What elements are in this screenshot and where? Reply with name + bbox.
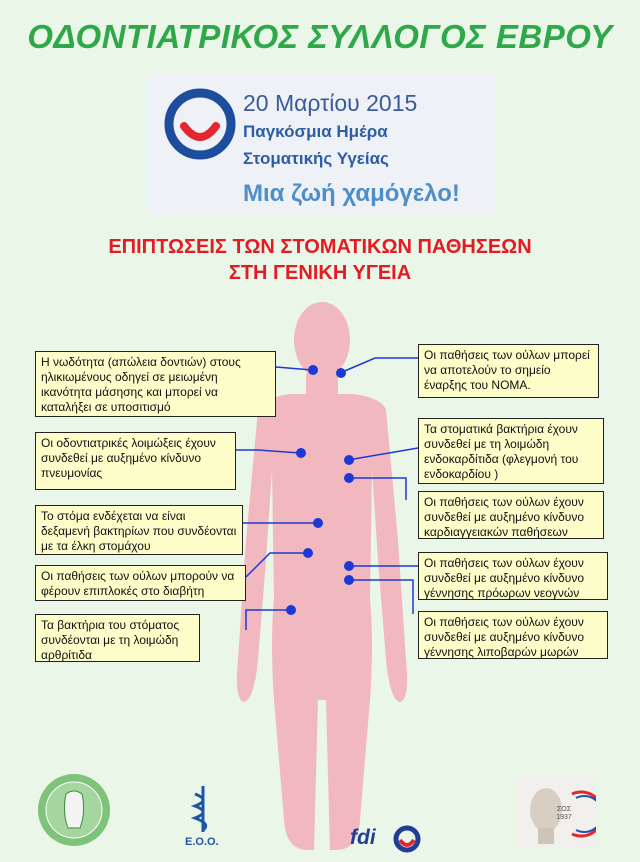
- eoo-label: Ε.Ο.Ο.: [185, 836, 219, 848]
- headline-line-1: ΕΠΙΠΤΩΣΕΙΣ ΤΩΝ ΣΤΟΜΑΤΙΚΩΝ ΠΑΘΗΣΕΩΝ: [108, 236, 532, 258]
- info-box-noma: Οι παθήσεις των ούλων μπορεί να αποτελούν το σημείο έναρξης του NOMA.: [418, 344, 599, 398]
- info-box-edentulism: Η νωδότητα (απώλεια δοντιών) στους ηλικιωμένους οδηγεί σε μειωμένη ικανότητα μάσησης και μπορεί να καταλήξει σε υποσιτισμό: [35, 351, 276, 417]
- banner-slogan: Μια ζωή χαμόγελο!: [243, 180, 460, 207]
- fdi-label: fdi: [350, 826, 376, 849]
- organization-title: ΟΔΟΝΤΙΑΤΡΙΚΟΣ ΣΥΛΛΟΓΟΣ ΕΒΡΟΥ: [27, 18, 613, 55]
- connector-dot: [303, 548, 313, 558]
- association-seal-icon: [36, 772, 112, 848]
- info-box-low-birth-weight: Οι παθήσεις των ούλων έχουν συνδεθεί με αυξημένο κίνδυνο γέννησης λιποβαρών μωρών: [418, 611, 608, 659]
- connector-dot: [336, 368, 346, 378]
- info-box-diabetes: Οι παθήσεις των ούλων μπορούν να φέρουν επιπλοκές στο διαβήτη: [35, 565, 246, 601]
- connector-dot: [344, 575, 354, 585]
- connector-dot: [286, 605, 296, 615]
- connector-dot: [308, 365, 318, 375]
- connector-dot: [313, 518, 323, 528]
- coin-text: ΣΟΣ 1937: [556, 806, 572, 821]
- info-box-endocarditis: Τα στοματικά βακτήρια έχουν συνδεθεί με τη λοιμώδη ενδοκαρδίτιδα (φλεγμονή του ενδοκαρδίου ): [418, 418, 604, 484]
- info-box-pneumonia: Οι οδοντιατρικές λοιμώξεις έχουν συνδεθεί με αυξημένο κίνδυνο πνευμονίας: [35, 432, 236, 490]
- headline-line-2: ΣΤΗ ΓΕΝΙΚΗ ΥΓΕΙΑ: [228, 262, 412, 284]
- connector-dot: [344, 473, 354, 483]
- banner-date: 20 Μαρτίου 2015: [243, 90, 418, 116]
- connector-dot: [296, 448, 306, 458]
- info-box-stomach-ulcers: Το στόμα ενδέχεται να είναι δεξαμενή βακτηρίων που συνδέονται με τα έλκη στομάχου: [35, 505, 243, 555]
- banner-line-1: Παγκόσμια Ημέρα: [243, 122, 388, 141]
- info-box-cardiovascular: Οι παθήσεις των ούλων έχουν συνδεθεί με αυξημένο κίνδυνο καρδιαγγειακών παθήσεων: [418, 491, 604, 539]
- fdi-logo-icon: [392, 824, 422, 854]
- info-box-arthritis: Τα βακτήρια του στόματος συνδέονται με τη λοιμώδη αρθρίτιδα: [35, 614, 200, 662]
- connector-dot: [344, 455, 354, 465]
- caduceus-icon: [188, 784, 218, 834]
- banner-line-2: Στοματικής Υγείας: [243, 149, 389, 168]
- info-box-preterm-birth: Οι παθήσεις των ούλων έχουν συνδεθεί με αυξημένο κίνδυνο γέννησης πρόωρων νεογνών: [418, 552, 608, 600]
- connector-dot: [344, 561, 354, 571]
